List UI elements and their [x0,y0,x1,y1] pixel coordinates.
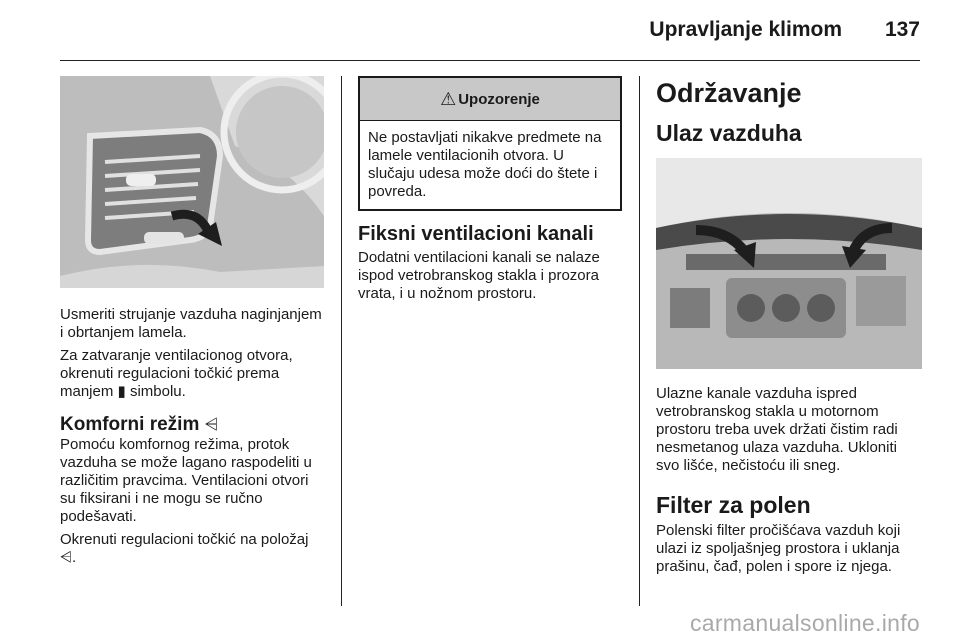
maintenance-title: Održavanje [656,78,802,108]
fixed-vents-heading: Fiksni ventilacioni kanali [358,223,594,245]
comfort-mode-icon: ⩤ [204,415,219,434]
air-intake-text: Ulazne kanale vazduha ispred vetrobranskog stakla u motornom prostoru treba uvek držati čistim radi nesmetanog ulaza vazduha. Ukloniti svo lišće, nečistoću ili sneg. [656,385,898,474]
vent-direction-text: Usmeriti strujanje vazduha naginjanjem i obrtanjem lamela. [60,306,322,341]
vent-close-text: Za zatvaranje ventilacionog otvora, okrenuti regulacioni točkić prema manjem ▮ simbolu. [60,347,293,400]
comfort-mode-heading: Komforni režim ⩤ [60,414,219,435]
engine-bay-photo [656,158,922,369]
pollen-filter-text: Polenski filter pročišćava vazduh koji ulazi iz spoljašnjeg prostora i uklanja prašinu, čađ, polen i spore iz njega. [656,522,901,575]
warning-header: ⚠ Upozorenje [360,78,620,121]
warning-box [358,76,622,211]
comfort-mode-position-icon: ⩤ [60,549,73,566]
pollen-filter-heading: Filter za polen [656,492,811,518]
header-rule [60,60,920,61]
comfort-mode-instruction: Okrenuti regulacioni točkić na položaj ⩤. [60,531,309,566]
column-2 [358,76,622,303]
column-divider-left [341,76,342,606]
page-header-title: Upravljanje klimom [649,18,842,41]
air-intake-heading: Ulaz vazduha [656,120,802,146]
vent-closed-symbol-icon: ▮ [117,383,126,400]
column-divider-right [639,76,640,606]
comfort-mode-text: Pomoću komfornog režima, protok vazduha se može lagano raspodeliti u različitim pravcima. Ventilacioni otvori su fiksirani i ne mogu se ručno podešavati. [60,436,312,525]
page-number: 137 [884,18,920,41]
column-3 [656,76,922,576]
warning-text: Ne postavljati nikakve predmete na lamele ventilacionih otvora. U slučaju udesa može doći do štete i povreda. [368,129,602,200]
fixed-vents-text: Dodatni ventilacioni kanali se nalaze ispod vetrobranskog stakla i prozora vrata, i u nožnom prostoru. [358,249,600,302]
watermark: carmanualsonline.info [689,610,920,636]
warning-triangle-icon: ⚠ [440,88,457,109]
column-1 [60,76,324,567]
vent-photo [60,76,324,288]
